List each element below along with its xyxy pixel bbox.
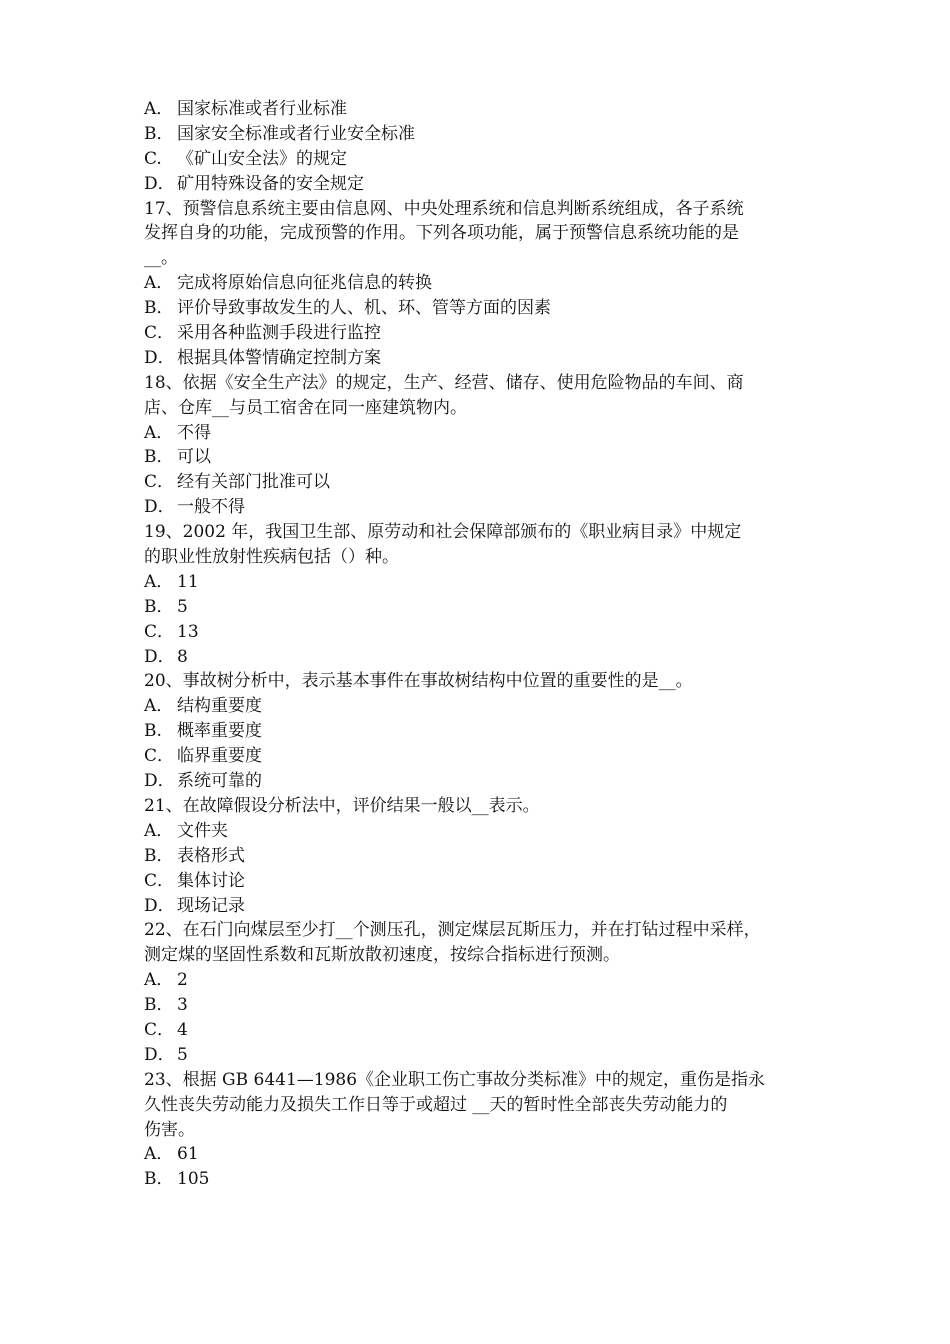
option-text: 国家安全标准或者行业安全标准: [177, 123, 415, 144]
question-20: [144, 669, 824, 793]
option-text: 105: [177, 1169, 210, 1190]
option-text: 不得: [177, 422, 211, 443]
option-text: 集体讨论: [177, 870, 245, 891]
option-letter: A．: [144, 1144, 174, 1165]
option-text: 结构重要度: [177, 696, 262, 717]
option-letter: D．: [144, 646, 175, 667]
option-c: [144, 147, 824, 172]
option-c: [144, 744, 824, 769]
option-text: 61: [177, 1144, 199, 1165]
question-stem-line: 测定煤的坚固性系数和瓦斯放散初速度，按综合指标进行预测。: [144, 945, 620, 966]
option-text: 矿用特殊设备的安全规定: [177, 173, 364, 194]
question-stem-line: 19、2002 年，我国卫生部、原劳动和社会保障部颁布的《职业病目录》中规定: [144, 522, 742, 543]
option-letter: B.: [144, 721, 162, 742]
question-stem-line: 20、事故树分析中，表示基本事件在事故树结构中位置的重要性的是__。: [144, 671, 693, 692]
option-text: 采用各种监测手段进行监控: [177, 323, 381, 344]
option-letter: B．: [144, 995, 174, 1016]
option-text: 表格形式: [177, 845, 245, 866]
option-text: 现场记录: [177, 895, 245, 916]
option-text: 4: [177, 1019, 188, 1040]
option-b: [144, 1167, 824, 1192]
option-d: [144, 1043, 824, 1068]
question-18: [144, 371, 824, 520]
option-text: 一般不得: [177, 497, 245, 518]
option-c: [144, 620, 824, 645]
option-text: 完成将原始信息向征兆信息的转换: [177, 273, 432, 294]
option-b: [144, 844, 824, 869]
option-d: [144, 495, 824, 520]
option-a: [144, 1142, 824, 1167]
option-b: [144, 296, 824, 321]
option-letter: B．: [144, 845, 174, 866]
option-letter: C．: [144, 870, 175, 891]
question-stem-line: 23、根据 GB 6441—1986《企业职工伤亡事故分类标准》中的规定，重伤是指永: [144, 1069, 766, 1090]
option-letter: A．: [144, 273, 174, 294]
option-letter: C．: [144, 621, 175, 642]
option-letter: C.: [144, 148, 162, 169]
option-c: [144, 1018, 824, 1043]
question-22: [144, 918, 824, 1067]
question-stem-line: 久性丧失劳动能力及损失工作日等于或超过 __天的暂时性全部丧失劳动能力的: [144, 1094, 728, 1115]
question-stem-line: 22、在石门向煤层至少打__个测压孔，测定煤层瓦斯压力，并在打钻过程中采样，: [144, 920, 761, 941]
option-text: 8: [177, 646, 188, 667]
question-19: [144, 520, 824, 669]
option-letter: A．: [144, 99, 174, 119]
option-d: [144, 645, 824, 670]
option-text: 5: [177, 1044, 188, 1065]
document-page: [144, 97, 824, 1192]
option-d: [144, 172, 824, 197]
option-letter: B．: [144, 298, 174, 319]
question-stem-line: 21、在故障假设分析法中，评价结果一般以__表示。: [144, 795, 540, 816]
option-c: [144, 470, 824, 495]
option-c: [144, 321, 824, 346]
option-letter: C．: [144, 746, 175, 767]
option-text: 概率重要度: [177, 721, 262, 742]
option-letter: D．: [144, 347, 175, 368]
option-letter: D．: [144, 895, 175, 916]
option-a: [144, 421, 824, 446]
option-c: [144, 869, 824, 894]
option-a: [144, 271, 824, 296]
option-text: 13: [177, 621, 199, 642]
option-text: 国家标准或者行业标准: [177, 99, 347, 119]
previous-question-options: [144, 97, 824, 197]
option-a: [144, 97, 824, 122]
option-letter: D．: [144, 497, 175, 518]
option-d: [144, 346, 824, 371]
option-letter: D．: [144, 1044, 175, 1065]
option-b: [144, 719, 824, 744]
option-a: [144, 819, 824, 844]
option-text: 评价导致事故发生的人、机、环、管等方面的因素: [177, 298, 551, 319]
option-letter: B．: [144, 1169, 174, 1190]
option-letter: A．: [144, 571, 174, 592]
option-letter: C．: [144, 472, 175, 493]
option-text: 临界重要度: [177, 746, 262, 767]
option-text: 可以: [177, 447, 211, 468]
option-d: [144, 769, 824, 794]
option-letter: B．: [144, 123, 174, 144]
option-a: [144, 694, 824, 719]
question-stem-line: 店、仓库__与员工宿舍在同一座建筑物内。: [144, 397, 467, 418]
question-23: [144, 1068, 824, 1192]
option-text: 11: [177, 571, 199, 592]
option-b: [144, 595, 824, 620]
option-b: [144, 122, 824, 147]
option-a: [144, 570, 824, 595]
option-a: [144, 968, 824, 993]
question-stem-line: 17、预警信息系统主要由信息网、中央处理系统和信息判断系统组成，各子系统: [144, 198, 744, 219]
option-letter: A．: [144, 820, 174, 841]
question-stem-line: 伤害。: [144, 1119, 195, 1140]
option-text: 5: [177, 596, 188, 617]
question-stem-line: 的职业性放射性疾病包括（）种。: [144, 547, 399, 568]
option-text: 2: [177, 970, 188, 991]
option-text: 根据具体警情确定控制方案: [177, 347, 381, 368]
option-letter: A．: [144, 422, 174, 443]
question-17: [144, 197, 824, 371]
option-text: 3: [177, 995, 188, 1016]
option-letter: D．: [144, 173, 175, 194]
question-stem-line: 18、依据《安全生产法》的规定，生产、经营、储存、使用危险物品的车间、商: [144, 372, 744, 393]
question-list: [144, 197, 824, 1193]
question-21: [144, 794, 824, 918]
option-letter: B．: [144, 447, 174, 468]
option-letter: D．: [144, 771, 175, 792]
option-letter: B．: [144, 596, 174, 617]
option-letter: C．: [144, 323, 175, 344]
option-text: 《矿山安全法》的规定: [177, 148, 347, 169]
option-text: 系统可靠的: [177, 771, 262, 792]
option-letter: A．: [144, 970, 174, 991]
option-text: 经有关部门批准可以: [177, 472, 330, 493]
question-stem-line: 发挥自身的功能，完成预警的作用。下列各项功能，属于预警信息系统功能的是: [144, 223, 739, 244]
option-letter: C．: [144, 1019, 175, 1040]
option-d: [144, 894, 824, 919]
option-text: 文件夹: [177, 820, 228, 841]
option-letter: A．: [144, 696, 174, 717]
question-stem-line: __。: [144, 248, 178, 269]
option-b: [144, 445, 824, 470]
option-b: [144, 993, 824, 1018]
